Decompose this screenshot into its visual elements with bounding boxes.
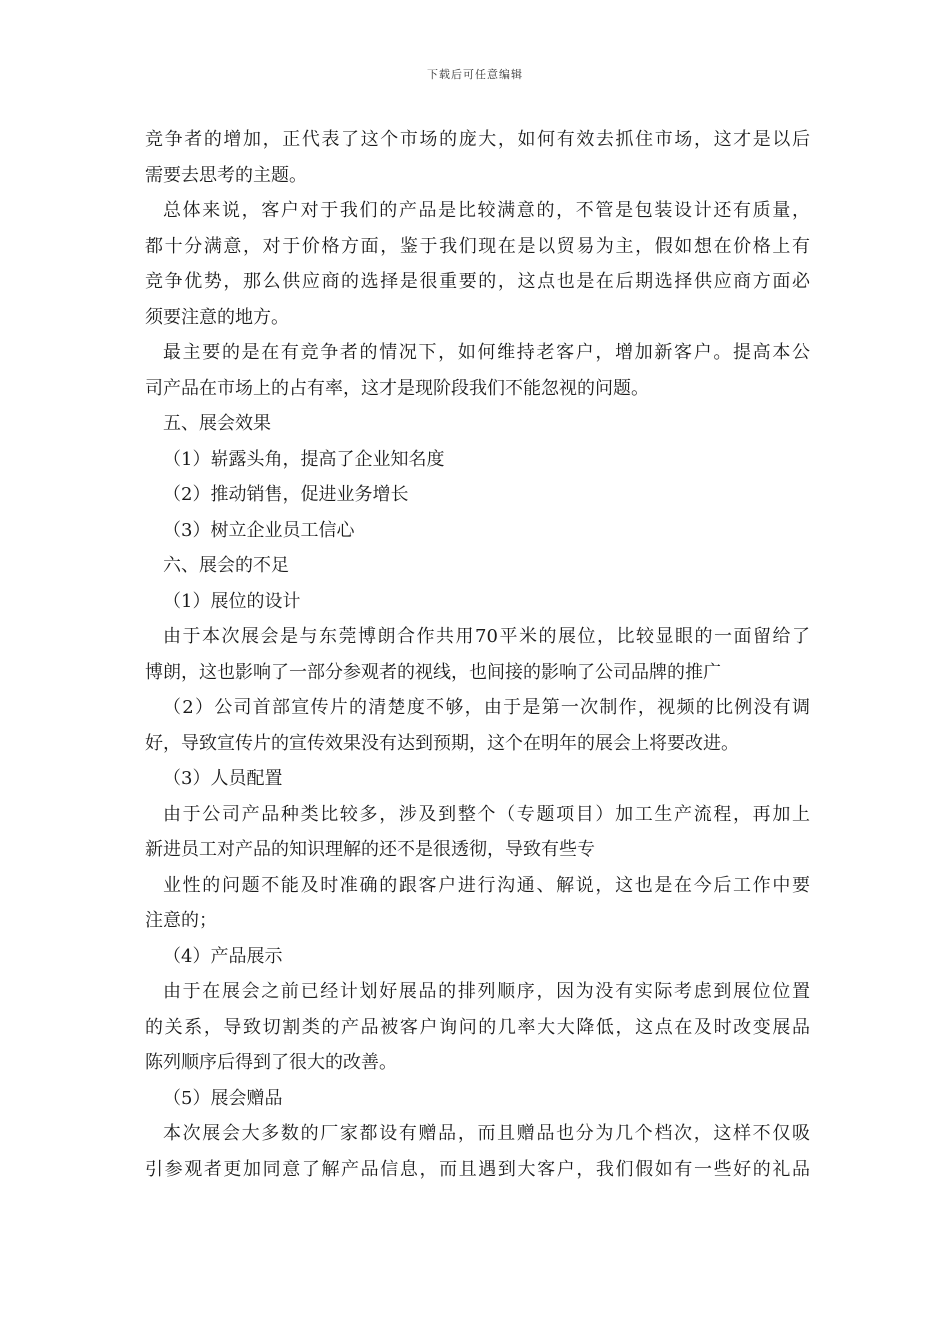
text-line: 本次展会大多数的厂家都设有赠品，而且赠品也分为几个档次，这样不仅吸 bbox=[163, 1123, 810, 1144]
text-line: 竞争优势，那么供应商的选择是很重要的，这点也是在后期选择供应商方面必 bbox=[145, 271, 810, 292]
text-line: 新进员工对产品的知识理解的还不是很透彻，导致有些专 bbox=[145, 839, 595, 860]
list-item: （5）展会赠品 bbox=[163, 1087, 283, 1109]
text-line: 由于在展会之前已经计划好展品的排列顺序，因为没有实际考虑到展位位置 bbox=[163, 981, 810, 1002]
text-line: 需要去思考的主题。 bbox=[145, 164, 307, 186]
text-line: （2）公司首部宣传片的清楚度不够，由于是第一次制作，视频的比例没有调 bbox=[163, 697, 810, 718]
list-item: （3）树立企业员工信心 bbox=[163, 519, 355, 541]
text-line: 注意的； bbox=[145, 910, 217, 931]
section-heading: 五、展会效果 bbox=[163, 413, 271, 434]
text-line: 陈列顺序后得到了很大的改善。 bbox=[145, 1052, 397, 1073]
text-line: 引参观者更加同意了解产品信息，而且遇到大客户，我们假如有一些好的礼品 bbox=[145, 1158, 810, 1180]
text-line: 司产品在市场上的占有率，这才是现阶段我们不能忽视的问题。 bbox=[145, 377, 649, 399]
document-body bbox=[145, 122, 810, 1187]
text-line: 好，导致宣传片的宣传效果没有达到预期，这个在明年的展会上将要改进。 bbox=[145, 732, 739, 754]
text-line: 由于公司产品种类比较多，涉及到整个（专题项目）加工生产流程，再加上 bbox=[163, 803, 810, 825]
list-item: （3）人员配置 bbox=[163, 768, 283, 789]
text-line: 博朗，这也影响了一部分参观者的视线，也间接的影响了公司品牌的推广 bbox=[145, 661, 721, 683]
text-line: 最主要的是在有竞争者的情况下，如何维持老客户，增加新客户。提高本公 bbox=[163, 342, 810, 363]
list-item: （2）推动销售，促进业务增长 bbox=[163, 484, 409, 505]
text-line: 须要注意的地方。 bbox=[145, 306, 289, 328]
list-item: （4）产品展示 bbox=[163, 945, 283, 967]
text-line: 都十分满意，对于价格方面，鉴于我们现在是以贸易为主，假如想在价格上有 bbox=[145, 235, 810, 257]
text-line: 的关系，导致切割类的产品被客户询问的几率大大降低，这点在及时改变展品 bbox=[145, 1016, 810, 1038]
list-item: （1）崭露头角，提高了企业知名度 bbox=[163, 448, 445, 470]
text-line: 竞争者的增加，正代表了这个市场的庞大，如何有效去抓住市场，这才是以后 bbox=[145, 129, 810, 150]
list-item: （1）展位的设计 bbox=[163, 590, 301, 612]
text-line: 总体来说，客户对于我们的产品是比较满意的，不管是包装设计还有质量， bbox=[163, 200, 810, 221]
text-line: 业性的问题不能及时准确的跟客户进行沟通、解说，这也是在今后工作中要 bbox=[163, 874, 810, 896]
text-line: 由于本次展会是与东莞博朗合作共用70平米的展位，比较显眼的一面留给了 bbox=[163, 626, 810, 647]
section-heading: 六、展会的不足 bbox=[163, 555, 289, 576]
page-header: 下载后可任意编辑 bbox=[427, 68, 523, 81]
